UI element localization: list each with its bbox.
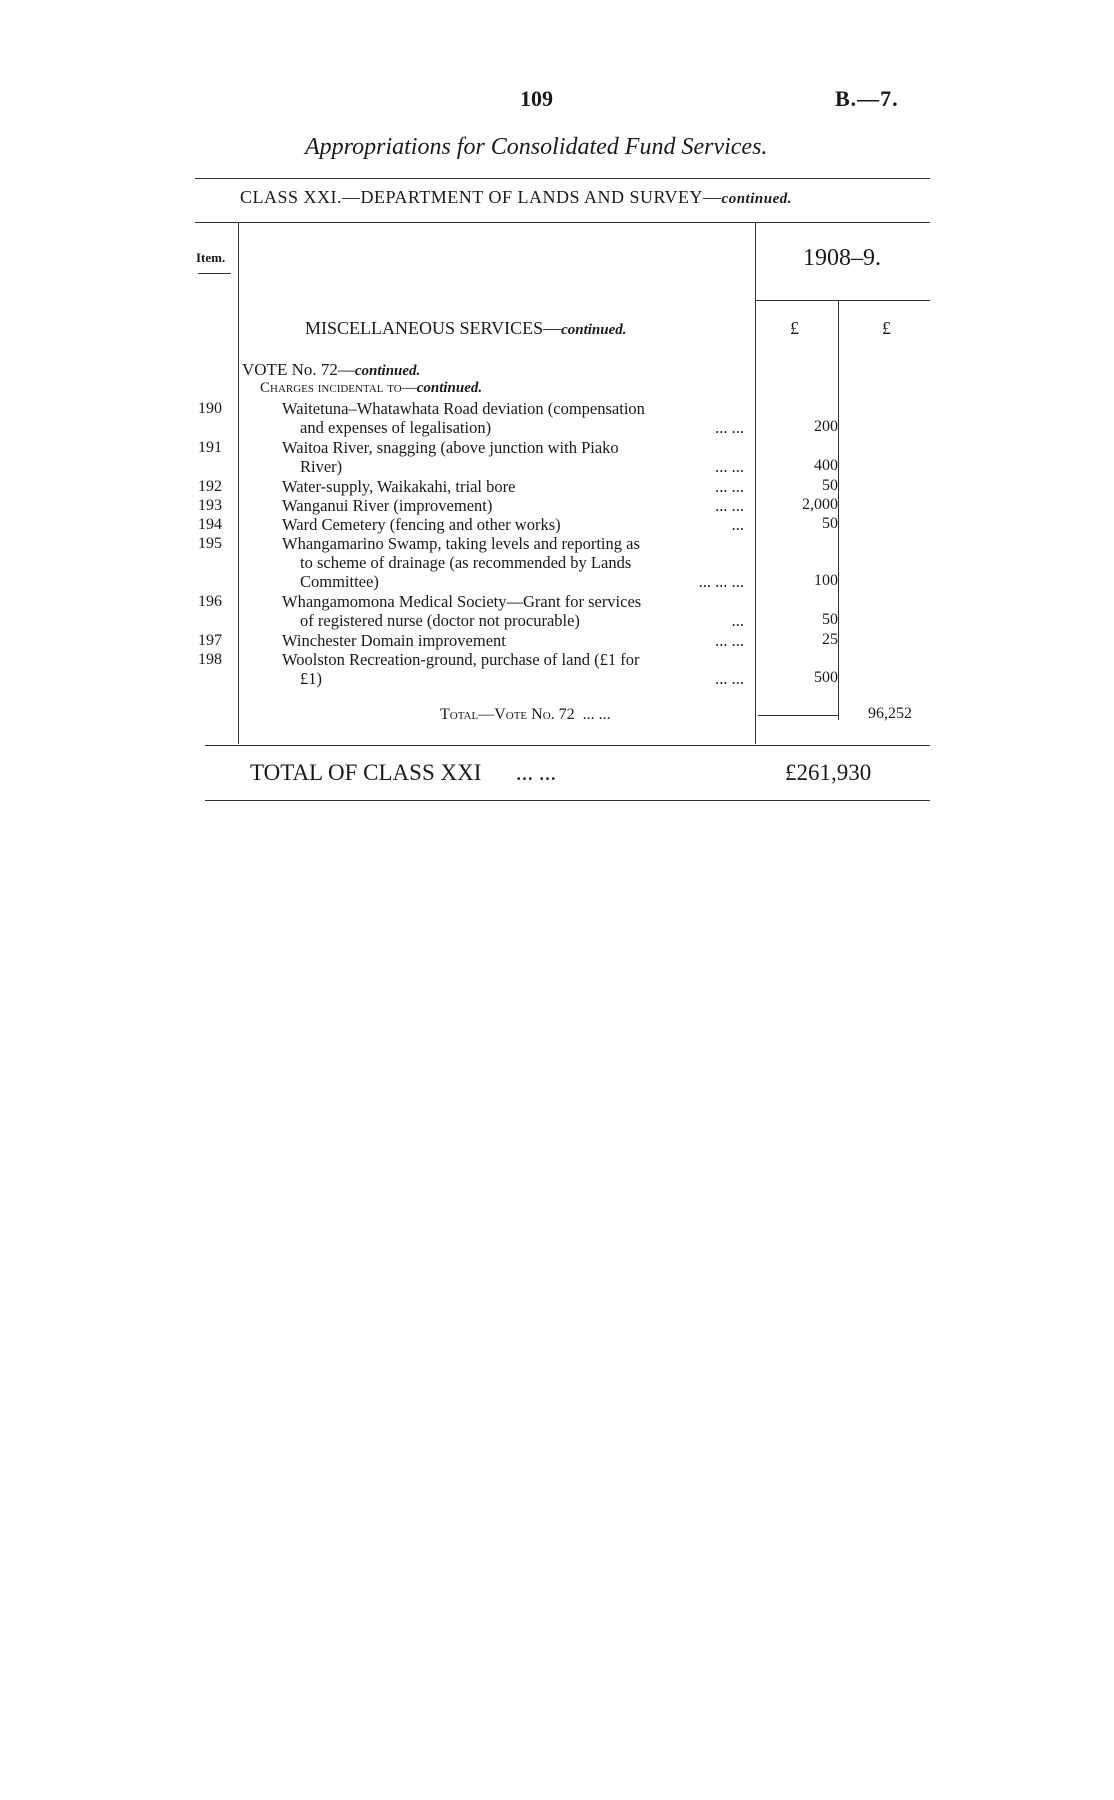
- charges-heading: [260, 380, 482, 397]
- class-heading: [240, 187, 792, 208]
- vote-continued: continued.: [354, 363, 421, 379]
- item-line: of registered nurse (doctor not procurable): [300, 611, 580, 630]
- item-description: [282, 399, 744, 437]
- item-line: Ward Cemetery (fencing and other works): [282, 515, 561, 534]
- item-line: £1): [300, 669, 322, 688]
- item-line: Waitetuna–Whatawhata Road deviation (compensation: [282, 399, 645, 418]
- leader-dots: ... ...: [715, 669, 744, 688]
- rule-under-class: [195, 222, 930, 223]
- item-line: to scheme of drainage (as recommended by Lands: [300, 553, 632, 572]
- year-column-header: 1908–9.: [803, 245, 881, 271]
- rule-top: [195, 178, 930, 179]
- class-total-text: TOTAL OF CLASS XXI: [250, 760, 482, 785]
- leader-dots: ... ...: [715, 418, 744, 437]
- item-line-row: [282, 631, 744, 650]
- charges-continued: continued.: [416, 380, 483, 396]
- item-number: 194: [198, 516, 222, 533]
- item-amount: 50: [822, 515, 838, 532]
- item-line: Waitoa River, snagging (above junction with Piako: [282, 438, 619, 457]
- leader-dots: ... ...: [515, 760, 557, 785]
- item-number: 195: [198, 535, 222, 552]
- page-number: 109: [520, 86, 553, 111]
- vote-total-amount: 96,252: [868, 705, 912, 722]
- leader-dots: ... ...: [715, 496, 744, 515]
- item-line: and expenses of legalisation): [300, 418, 492, 437]
- item-line-row: [282, 477, 744, 496]
- item-line: Whangamomona Medical Society—Grant for services: [282, 592, 642, 611]
- item-line: Committee): [300, 572, 379, 591]
- class-heading-continued: continued.: [721, 191, 792, 207]
- item-description: [282, 496, 744, 515]
- item-line-row: [282, 457, 744, 476]
- item-description: [282, 534, 744, 591]
- item-line: River): [300, 457, 343, 476]
- item-number: 197: [198, 632, 222, 649]
- vote-label: [242, 360, 420, 380]
- amount-divider: [755, 222, 756, 744]
- item-description: [282, 650, 744, 688]
- item-line: Winchester Domain improvement: [282, 631, 506, 650]
- item-line-row: [282, 611, 744, 630]
- item-line: Water-supply, Waikakahi, trial bore: [282, 477, 516, 496]
- class-total-label: [250, 760, 556, 786]
- item-number: 193: [198, 497, 222, 514]
- section-title: [305, 318, 627, 339]
- item-amount: 500: [814, 669, 838, 686]
- item-line-row: [282, 669, 744, 688]
- item-line-row: [282, 572, 744, 591]
- leader-dots: ... ...: [715, 477, 744, 496]
- item-amount: 200: [814, 418, 838, 435]
- leader-dots: ... ...: [582, 706, 611, 723]
- item-number: 191: [198, 439, 222, 456]
- year-rule: [755, 300, 930, 301]
- item-divider: [238, 222, 239, 744]
- item-number: 192: [198, 478, 222, 495]
- item-number: 196: [198, 593, 222, 610]
- item-amount: 100: [814, 572, 838, 589]
- item-amount: 2,000: [802, 496, 838, 513]
- rule-above-class-total: [205, 745, 930, 746]
- charges-text: Charges incidental to—: [260, 380, 417, 396]
- vote-label-text: VOTE No. 72—: [242, 360, 355, 379]
- vote-total-text: Total—Vote No. 72: [440, 706, 575, 723]
- item-number: 190: [198, 400, 222, 417]
- amount-subdivider: [838, 300, 839, 720]
- item-amount: 50: [822, 477, 838, 494]
- item-amount: 25: [822, 631, 838, 648]
- vote-total-label: [440, 706, 611, 724]
- item-description: [282, 515, 744, 534]
- item-header-rule: [198, 273, 231, 274]
- item-line-row: [282, 515, 744, 534]
- item-description: [282, 477, 744, 496]
- leader-dots: ...: [731, 611, 744, 630]
- item-description: [282, 438, 744, 476]
- item-amount: 400: [814, 457, 838, 474]
- rule-below-class-total: [205, 800, 930, 801]
- item-column-header: Item.: [196, 250, 226, 265]
- pound-header-2: £: [882, 318, 891, 338]
- page-subtitle: Appropriations for Consolidated Fund Services.: [305, 134, 768, 160]
- class-heading-text: CLASS XXI.—DEPARTMENT OF LANDS AND SURVEY—: [240, 187, 722, 207]
- document-reference: B.—7.: [835, 86, 899, 111]
- item-line-row: [282, 418, 744, 437]
- class-total-amount: £261,930: [785, 760, 872, 785]
- item-line: Whangamarino Swamp, taking levels and reporting as: [282, 534, 640, 553]
- leader-dots: ...: [731, 515, 744, 534]
- item-description: [282, 631, 744, 650]
- item-line-row: [282, 496, 744, 515]
- leader-dots: ... ...: [715, 457, 744, 476]
- section-continued: continued.: [561, 322, 627, 338]
- leader-dots: ... ...: [715, 631, 744, 650]
- section-title-text: MISCELLANEOUS SERVICES—: [305, 318, 562, 338]
- item-description: [282, 592, 744, 630]
- leader-dots: ... ... ...: [698, 572, 744, 591]
- pound-header-1: £: [790, 318, 799, 338]
- subtotal-rule: [758, 715, 838, 716]
- item-amount: 50: [822, 611, 838, 628]
- item-line: Woolston Recreation-ground, purchase of land (£1 for: [282, 650, 640, 669]
- item-number: 198: [198, 651, 222, 668]
- item-line: Wanganui River (improvement): [282, 496, 493, 515]
